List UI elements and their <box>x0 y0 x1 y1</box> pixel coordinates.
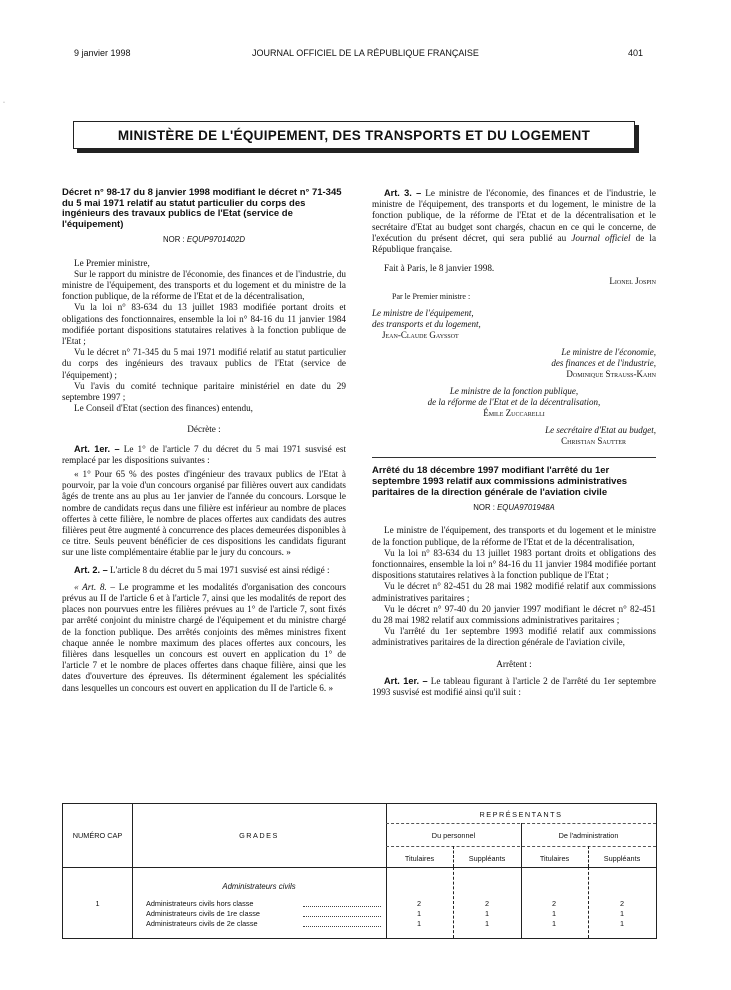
signatory-role: de la réforme de l'Etat et de la décentralisation, <box>427 397 601 408</box>
grade-label: Administrateurs civils de 1re classe <box>146 909 260 918</box>
article-text: Le tableau figurant à l'article 2 de l'arrêté du 1er septembre 1993 susvisé est modifié ainsi qu'il suit : <box>372 675 656 698</box>
article-2 <box>62 565 346 576</box>
header-grades: GRADES <box>239 831 279 840</box>
arrete-article-1 <box>372 676 656 698</box>
decrete-heading: Décrète : <box>187 424 221 435</box>
header-suppleants: Suppléants <box>603 854 641 863</box>
table-cell-value: 1 <box>619 919 625 928</box>
table-cell-value: 2 <box>416 899 422 908</box>
header-du-personnel: Du personnel <box>431 831 476 840</box>
article-1-quote: « 1° Pour 65 % des postes d'ingénieur des travaux publics de l'Etat à pourvoir, par la voie d'un concours organisé par filières ouvert aux candidats âgés de trente ans au plus au 1er janvier de l'année du concours. Lorsque le nombre de candidats reçus dans une filière est inférieur au nombre de places offertes à cette filière, le nombre de places offertes aux candidats des autres filières peut être augmenté à concurrence des places demeurées disponibles à ce titre. Seuls peuvent bénéficier de ces dispositions les candidats figurant sur une liste complémentaire établie par le jury du concours. » <box>62 469 346 558</box>
article-text: Le ministre de l'économie, des finances et de l'industrie, le ministre de l'équipement, des transports et du logement, le ministre de la fonction publique, de la réforme de l'Etat et de la décentralisation et le secrétaire d'Etat au budget sont chargés, chacun en ce qui le concerne, de l'exécution du présent décret, qui sera publié au <box>372 188 656 243</box>
par-premier-ministre: Par le Premier ministre : <box>392 292 471 302</box>
arrete-title: Arrêté du 18 décembre 1997 modifiant l'arrêté du 1er septembre 1993 relatif aux commissions administratives paritaires de la direction générale de l'aviation civile <box>372 465 628 498</box>
table-cell-value: 1 <box>484 909 490 918</box>
decree-para: Le Premier ministre, <box>74 257 150 268</box>
signatory-role: Le secrétaire d'Etat au budget, <box>545 425 656 436</box>
table-cell-value: 1 <box>416 919 422 928</box>
article-label: Art. 2. – <box>74 564 108 575</box>
article-label: Art. 1er. – <box>74 443 120 454</box>
signatory-name: Émile Zuccarelli <box>483 408 545 419</box>
decree-para: Vu le décret n° 71-345 du 5 mai 1971 modifié relatif au statut particulier du corps des ingénieurs des travaux publics de l'Etat (service de l'équipement) ; <box>62 347 346 380</box>
section-divider <box>372 457 656 458</box>
header-titulaires: Titulaires <box>539 854 570 863</box>
signature-block-equipement <box>372 308 656 341</box>
arretent-heading: Arrêtent : <box>496 658 532 669</box>
nor-label: NOR : <box>473 503 495 513</box>
arrete-para: Vu le décret n° 82-451 du 28 mai 1982 modifié relatif aux commissions administratives paritaires ; <box>372 581 656 603</box>
grade-label: Administrateurs civils hors classe <box>146 899 254 908</box>
table-cell-value: 1 <box>416 909 422 918</box>
article-label: Art. 1er. – <box>384 675 428 686</box>
leader-dots <box>303 926 381 927</box>
signatory-name: Dominique Strauss-Kahn <box>566 369 656 380</box>
decree-title: Décret n° 98-17 du 8 janvier 1998 modifiant le décret n° 71-345 du 5 mai 1971 relatif au statut particulier du corps des ingénieurs des travaux publics de l'Etat (service de l'équipement) <box>62 187 342 230</box>
table-cell-value: 2 <box>551 899 557 908</box>
header-date: 9 janvier 1998 <box>74 48 131 58</box>
group-label: Administrateurs civils <box>222 882 296 891</box>
nor-code: EQUA9701948A <box>497 503 555 513</box>
arrete-para: Vu la loi n° 83-634 du 13 juillet 1983 portant droits et obligations des fonctionnaires, ensemble la loi n° 84-16 du 11 janvier 1984 modifiée portant dispositions statutaires relatives à la fonction publique de l'Etat ; <box>372 547 656 581</box>
signatory-name: Jean-Claude Gayssot <box>382 330 459 341</box>
article-text: Le 1° de l'article 7 du décret du 5 mai 1971 susvisé est remplacé par les dispositions suivantes : <box>62 443 346 465</box>
signatory-role: Le ministre de l'économie, <box>561 347 656 358</box>
header-representants: REPRÉSENTANTS <box>479 810 563 819</box>
nor-label: NOR : <box>163 235 185 245</box>
signature-block-economie <box>372 347 656 380</box>
table-cell-value: 2 <box>484 899 490 908</box>
decree-para: Sur le rapport du ministre de l'économie, des finances et de l'industrie, du ministre de l'équipement, des transports et du logement et du ministre de la fonction publique, de la réforme de l'Etat et de la décentralisation, <box>62 268 346 302</box>
right-column <box>372 188 656 698</box>
signatory-role: Le ministre de l'équipement, <box>372 308 474 319</box>
fait-a-paris: Fait à Paris, le 8 janvier 1998. <box>384 263 495 274</box>
article-text: Le programme et les modalités d'organisation des concours prévus au II de l'article 6 et à l'article 7, ainsi que les modalités de report des places non pourvues entre les filières prévues au 1° de l'article 7, sont fixés par arrêté conjoint du ministre chargé de l'équipement et du ministre chargé de la fonction publique. Des arrêtés conjoints des mêmes ministres fixent chaque année le nombre maximum des places offertes aux concours, les filières dans lesquelles un concours est ouvert en application du 1° de l'article 7 et le nombre de places offertes dans chaque filière, ainsi que les dates d'ouverture des épreuves. Ils déterminent également les spécialités dans lesquelles un concours est ouvert en application du II de l'article 6. » <box>62 581 347 693</box>
cap-number: 1 <box>95 899 100 908</box>
header-suppleants: Suppléants <box>468 854 506 863</box>
cap-table <box>62 803 657 939</box>
table-cell-value: 1 <box>619 909 625 918</box>
table-rule <box>132 804 133 938</box>
article-text: L'article 8 du décret du 5 mai 1971 susvisé est ainsi rédigé : <box>110 564 330 575</box>
signature-block-fonction-publique <box>372 386 656 419</box>
header-numero-cap: NUMÉRO CAP <box>72 831 123 840</box>
table-rule <box>453 867 454 938</box>
ministry-title: MINISTÈRE DE L'ÉQUIPEMENT, DES TRANSPORTS ET DU LOGEMENT <box>117 127 591 143</box>
article-label: Art. 3. – <box>384 188 422 198</box>
article-label: « Art. 8. – <box>74 581 116 592</box>
signatory-name: Christian Sautter <box>561 436 626 447</box>
margin-mark: · <box>3 100 5 106</box>
table-cell-value: 1 <box>484 919 490 928</box>
table-rule <box>521 823 522 938</box>
header-page-number: 401 <box>628 48 644 58</box>
decree-para: Le Conseil d'Etat (section des finances) entendu, <box>74 403 253 414</box>
signature-pm: Lionel Jospin <box>609 276 656 287</box>
article-8 <box>62 582 346 694</box>
article-3 <box>372 188 656 255</box>
signatory-role: Le ministre de la fonction publique, <box>449 386 579 397</box>
arrete-para: Le ministre de l'équipement, des transports et du logement et le ministre de la fonction publique, de la réforme de l'Etat et de la décentralisation, <box>372 525 656 547</box>
arrete-para: Vu le décret n° 97-40 du 20 janvier 1997 modifiant le décret n° 82-451 du 28 mai 1982 relatif aux commissions administratives paritaires ; <box>372 603 656 626</box>
decree-para: Vu la loi n° 83-634 du 13 juillet 1983 modifiée portant droits et obligations des fonctionnaires, ensemble la loi n° 84-16 du 11 janvier 1984 modifiée portant dispositions statutaires relatives à la fonction publique de l'Etat ; <box>62 302 346 346</box>
nor-code: EQUP9701402D <box>186 235 245 245</box>
signatory-role: des transports et du logement, <box>372 319 481 330</box>
signature-block-budget <box>372 425 656 447</box>
arrete-nor <box>372 502 656 513</box>
table-cell-value: 2 <box>619 899 625 908</box>
signatory-role: des finances et de l'industrie, <box>551 358 656 369</box>
header-de-administration: De l'administration <box>558 831 619 840</box>
article-1 <box>62 444 346 466</box>
table-cell-value: 1 <box>551 919 557 928</box>
article-text: de la République française. <box>372 232 657 255</box>
header-journal-title: JOURNAL OFFICIEL DE LA RÉPUBLIQUE FRANÇAISE <box>252 48 479 58</box>
leader-dots <box>303 906 381 907</box>
grade-label: Administrateurs civils de 2e classe <box>146 919 258 928</box>
table-cell-value: 1 <box>551 909 557 918</box>
decree-nor <box>62 234 346 245</box>
arrete-para: Vu l'arrêté du 1er septembre 1993 modifié relatif aux commissions administratives paritaires de la direction générale de l'aviation civile, <box>372 626 656 648</box>
leader-dots <box>303 916 381 917</box>
decree-para: Vu l'avis du comité technique paritaire ministériel en date du 29 septembre 1997 ; <box>62 380 346 403</box>
header-titulaires: Titulaires <box>404 854 435 863</box>
table-rule <box>588 867 589 938</box>
table-rule <box>386 804 387 938</box>
journal-officiel-ref: Journal officiel <box>571 232 631 243</box>
left-column <box>62 188 346 694</box>
table-rule <box>63 867 656 868</box>
ministry-banner <box>73 121 635 149</box>
